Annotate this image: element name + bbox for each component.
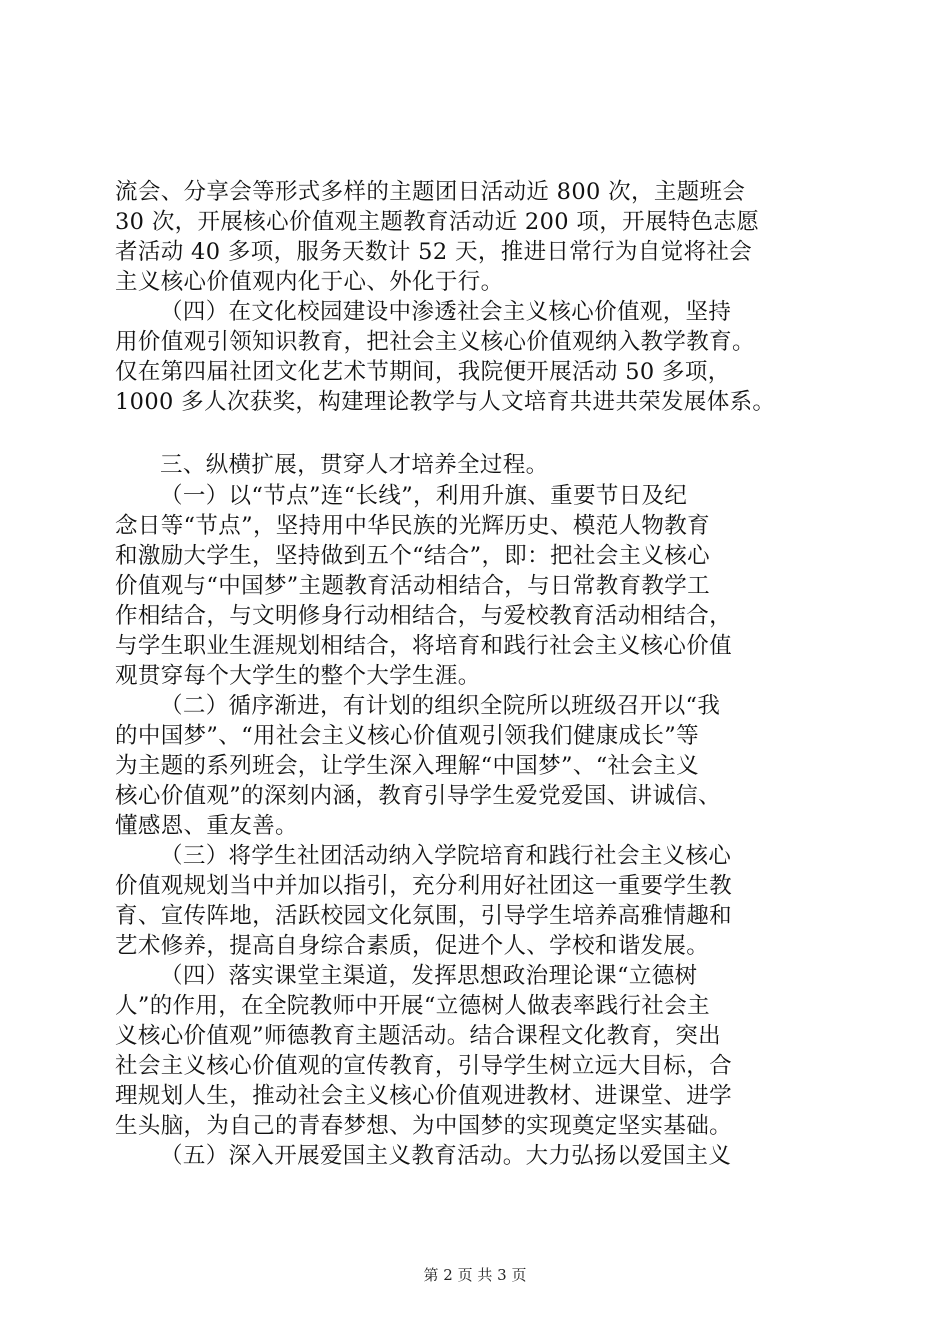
paragraph-first-line: （四）在文化校园建设中渗透社会主义核心价值观，坚持 <box>160 299 732 325</box>
text-line: 念日等“节点”，坚持用中华民族的光辉历史、模范人物教育 <box>115 513 710 539</box>
text-line: 懂感恩、重友善。 <box>115 813 298 839</box>
text-line: 人”的作用，在全院教师中开展“立德树人做表率践行社会主 <box>115 993 710 1019</box>
text-line: 仅在第四届社团文化艺术节期间，我院便开展活动 50 多项， <box>115 359 731 385</box>
section-heading: 三、纵横扩展，贯穿人才培养全过程。 <box>160 452 549 478</box>
text-line: 者活动 40 多项，服务天数计 52 天，推进日常行为自觉将社会 <box>115 239 753 265</box>
text-line: 和激励大学生，坚持做到五个“结合”，即：把社会主义核心 <box>115 543 710 569</box>
text-line: 30 次，开展核心价值观主题教育活动近 200 项，开展特色志愿 <box>115 209 760 235</box>
paragraph-first-line: （一）以“节点”连“长线”，利用升旗、重要节日及纪 <box>160 483 688 509</box>
text-line: 核心价值观”的深刻内涵，教育引导学生爱党爱国、讲诚信、 <box>115 783 721 809</box>
text-line: 作相结合，与文明修身行动相结合，与爱校教育活动相结合， <box>115 603 732 629</box>
text-line: 价值观与“中国梦”主题教育活动相结合，与日常教育教学工 <box>115 573 710 599</box>
text-line: 育、宣传阵地，活跃校园文化氛围，引导学生培养高雅情趣和 <box>115 903 732 929</box>
text-line: 观贯穿每个大学生的整个大学生涯。 <box>115 663 481 689</box>
page-footer-indicator: 第 2 页 共 3 页 <box>423 1266 527 1284</box>
text-line: 与学生职业生涯规划相结合，将培育和践行社会主义核心价值 <box>115 633 732 659</box>
text-line: 1000 多人次获奖，构建理论教学与人文培育共进共荣发展体系。 <box>115 389 776 415</box>
text-line: 为主题的系列班会，让学生深入理解“中国梦”、“社会主义 <box>115 753 699 779</box>
paragraph-first-line: （五）深入开展爱国主义教育活动。大力弘扬以爱国主义 <box>160 1143 732 1169</box>
paragraph-first-line: （二）循序渐进，有计划的组织全院所以班级召开以“我 <box>160 693 721 719</box>
text-line: 理规划人生，推动社会主义核心价值观进教材、进课堂、进学 <box>115 1083 732 1109</box>
text-line: 义核心价值观”师德教育主题活动。结合课程文化教育，突出 <box>115 1023 721 1049</box>
text-line: 流会、分享会等形式多样的主题团日活动近 800 次，主题班会 <box>115 179 746 205</box>
paragraph-first-line: （四）落实课堂主渠道，发挥思想政治理论课“立德树 <box>160 963 698 989</box>
text-line: 的中国梦”、“用社会主义核心价值观引领我们健康成长”等 <box>115 723 699 749</box>
text-line: 用价值观引领知识教育，把社会主义核心价值观纳入教学教育。 <box>115 329 755 355</box>
text-line: 价值观规划当中并加以指引，充分利用好社团这一重要学生教 <box>115 873 732 899</box>
paragraph-first-line: （三）将学生社团活动纳入学院培育和践行社会主义核心 <box>160 843 732 869</box>
text-line: 社会主义核心价值观的宣传教育，引导学生树立远大目标，合 <box>115 1053 732 1079</box>
text-line: 主义核心价值观内化于心、外化于行。 <box>115 269 504 295</box>
text-line: 生头脑，为自己的青春梦想、为中国梦的实现奠定坚实基础。 <box>115 1113 732 1139</box>
text-line: 艺术修养，提高自身综合素质，促进个人、学校和谐发展。 <box>115 933 710 959</box>
